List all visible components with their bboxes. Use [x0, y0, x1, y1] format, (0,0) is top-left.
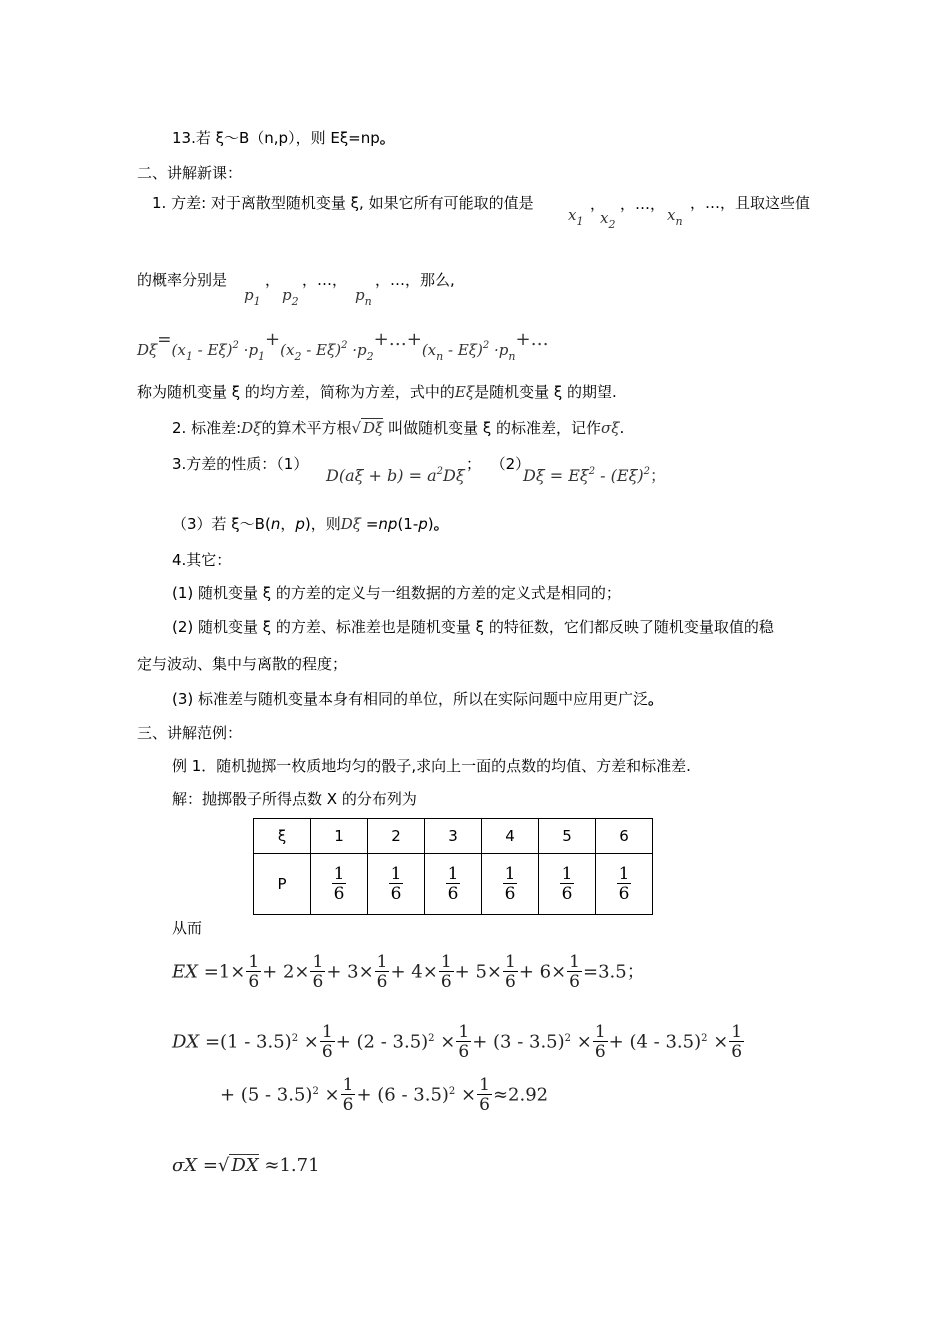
others-item-2-cont: 定与波动、集中与离散的程度； — [137, 655, 348, 673]
variance-properties: 3.方差的性质：（1） — [172, 455, 309, 473]
table-cell: 3 — [425, 819, 482, 854]
table-row — [254, 819, 653, 854]
property-3: （3）若 ξ～B(n，p)，则Dξ =np(1-p)。 — [172, 515, 449, 533]
table-cell-prob: $\frac{1}{6}$ — [368, 854, 425, 915]
table-cell: 4 — [482, 819, 539, 854]
solution-intro: 解：抛掷骰子所得点数 X 的分布列为 — [172, 790, 417, 808]
ellipsis-2: ，…， — [302, 271, 348, 289]
table-cell-prob: $\frac{1}{6}$ — [596, 854, 653, 915]
variance-definition-line2: 的概率分别是 — [137, 271, 228, 289]
comma: ， — [265, 271, 281, 289]
p2-symbol: $p_2$ — [282, 286, 299, 308]
table-cell: 2 — [368, 819, 425, 854]
others-item-1: (1) 随机变量 ξ 的方差的定义与一组数据的方差的定义式是相同的； — [172, 584, 621, 602]
expectation-formula: EX =1× $\frac{1}{6}$ + 2× $\frac{1}{6}$ + 3× $\frac{1}{6}$ + 4× $\frac{1}{6}$ + 5× $\frac{1}{6}$ + 6× $\frac{1}{6}$ =3.5； — [172, 952, 645, 992]
table-cell-prob: $\frac{1}{6}$ — [425, 854, 482, 915]
others-item-2: (2) 随机变量 ξ 的方差、标准差也是随机变量 ξ 的特征数，它们都反映了随机变量取值的稳 — [172, 618, 774, 636]
table-cell: 6 — [596, 819, 653, 854]
others-item-3: (3) 标准差与随机变量本身有相同的单位，所以在实际问题中应用更广泛。 — [172, 690, 664, 708]
property-1-formula: $D(a\xi + b) = a^2D\xi$ — [326, 466, 465, 485]
comma: ， — [590, 195, 606, 213]
table-cell-prob: $\frac{1}{6}$ — [539, 854, 596, 915]
table-header-p: P — [254, 854, 311, 915]
variance-name-line: 称为随机变量 ξ 的均方差，简称为方差，式中的Eξ是随机变量 ξ 的期望. — [137, 383, 617, 401]
table-cell: 5 — [539, 819, 596, 854]
others-heading: 4.其它： — [172, 551, 232, 569]
line1-tail: ，…，且取这些值 — [690, 194, 811, 212]
std-deviation-definition: 2. 标准差:Dξ的算术平方根√ Dξ 叫做随机变量 ξ 的标准差，记作σξ. — [172, 419, 625, 437]
example-1: 例 1．随机抛掷一枚质地均匀的骰子,求向上一面的点数的均值、方差和标准差. — [172, 757, 691, 775]
variance-formula: $D\xi=(x_1 - E\xi)^2 \cdot p_1+(x_2 - E\xi)^2$ $\cdot p_2+\dots+(x_n - E\xi)^2$ $\cdot p_n+\dots$ — [137, 329, 549, 363]
item-13: 13.若 ξ～B（n,p），则 Eξ=np。 — [172, 129, 395, 147]
therefore-label: 从而 — [172, 919, 203, 937]
distribution-table — [253, 818, 653, 915]
pn-symbol: $p_n$ — [355, 286, 372, 308]
section-2-heading: 二、讲解新课： — [137, 164, 243, 182]
table-row — [254, 854, 653, 915]
variance-calc-line2: + (5 - 3.5)$^2$ × $\frac{1}{6}$ + (6 - 3.5)$^2$ × $\frac{1}{6}$ ≈2.92 — [220, 1075, 549, 1115]
table-header-xi: ξ — [254, 819, 311, 854]
variance-definition-line1: 1. 方差: 对于离散型随机变量 ξ, 如果它所有可能取的值是 — [152, 194, 534, 212]
table-cell-prob: $\frac{1}{6}$ — [482, 854, 539, 915]
section-3-heading: 三、讲解范例： — [137, 724, 243, 742]
ellipsis-1: ，…， — [620, 195, 666, 213]
x2-symbol: $x_2$ — [600, 209, 616, 231]
line2-tail: ，…，那么, — [375, 271, 455, 289]
table-cell-prob: $\frac{1}{6}$ — [311, 854, 368, 915]
x1-symbol: $x_1$ — [568, 206, 584, 228]
p1-symbol: $p_1$ — [244, 286, 261, 308]
variance-calc-line1: DX =(1 - 3.5)$^2$ × $\frac{1}{6}$ + (2 - 3.5)$^2$ × $\frac{1}{6}$ + (3 - 3.5)$^2$ × $\frac{1}{6}$ + (4 - 3.5)$^2$ × $\frac{1}{6}$ — [172, 1022, 743, 1062]
table-cell: 1 — [311, 819, 368, 854]
property-2-formula: $D\xi = E\xi^2 - (E\xi)^2$； — [523, 466, 667, 485]
property-2-label: ； （2） — [466, 455, 531, 473]
xn-symbol: $x_n$ — [667, 206, 683, 228]
std-deviation-result: σX =√ DX ≈1.71 — [172, 1155, 320, 1176]
